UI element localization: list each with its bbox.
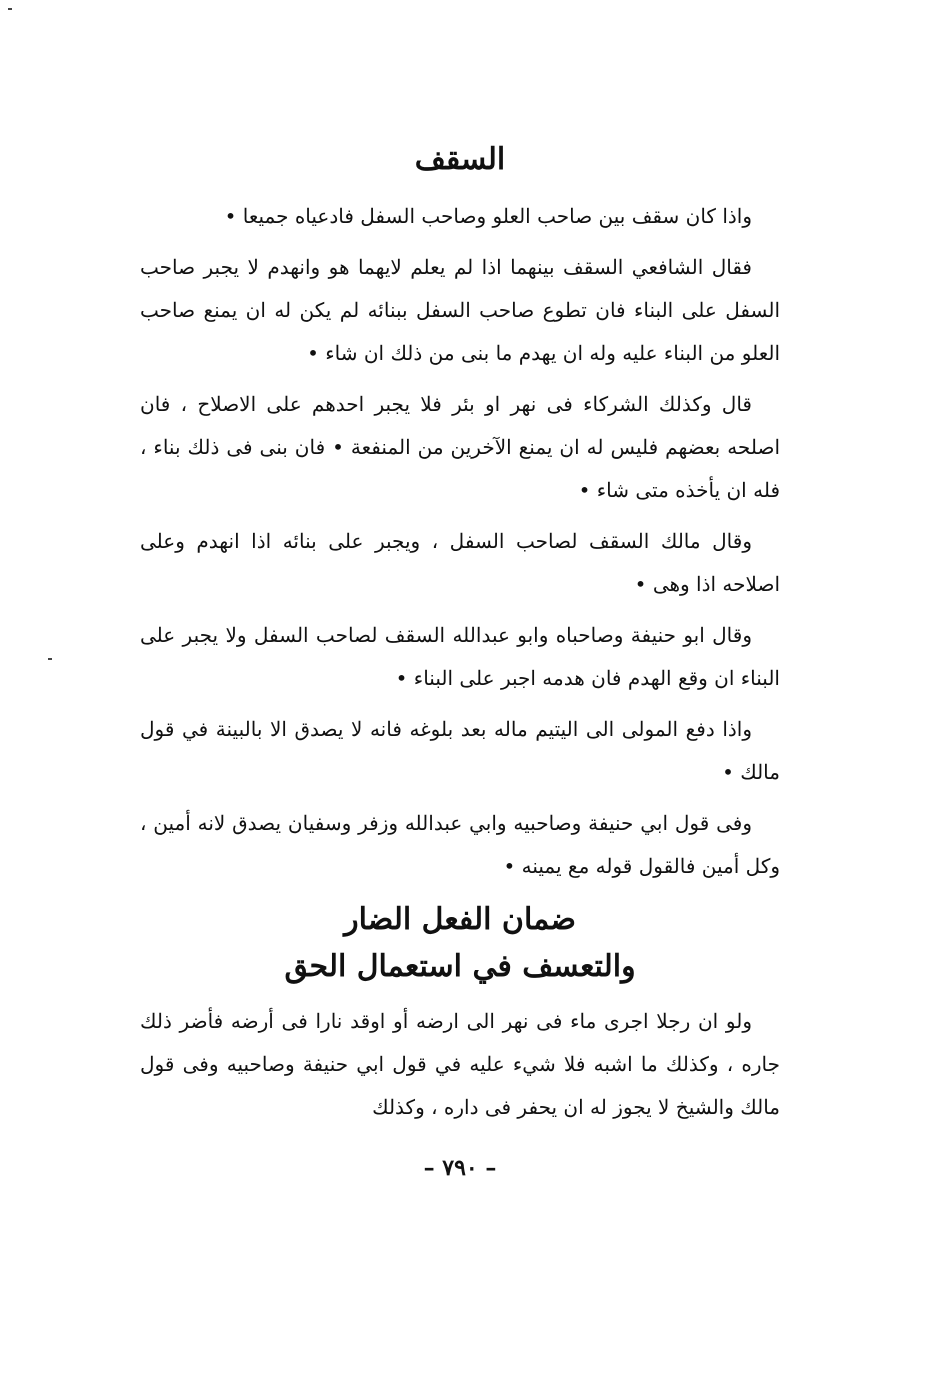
paragraph [140, 383, 780, 512]
paragraph [140, 614, 780, 700]
section-title: ضمان الفعل الضار [344, 902, 576, 937]
paragraph [140, 520, 780, 606]
paragraph-text: وقال ابو حنيفة وصاحباه وابو عبدالله السقف لصاحب السفل ولا يجبر على البناء ان وقع الهدم فان هدمه اجبر على البناء • [140, 623, 780, 690]
paragraph [140, 246, 780, 375]
paragraph-text: واذا كان سقف بين صاحب العلو وصاحب السفل فادعياه جميعا • [224, 204, 752, 228]
scan-speck [48, 658, 52, 660]
paragraph [140, 195, 780, 238]
page-number: – ٧٩٠ – [423, 1155, 497, 1181]
paragraph [140, 802, 780, 888]
section-subtitle: والتعسف في استعمال الحق [284, 949, 636, 984]
paragraph-text: واذا دفع المولى الى اليتيم ماله بعد بلوغه فانه لا يصدق الا بالبينة في قول مالك • [140, 717, 780, 784]
paragraph-text: ولو ان رجلا اجرى ماء فى نهر الى ارضه أو اوقد نارا فى أرضه فأضر ذلك جاره ، وكذلك ما اشبه فلا شيء عليه في قول ابي حنيفة وصاحبيه وفى قول مالك والشيخ لا يجوز له ان يحفر فى داره ، وكذلك [140, 1009, 780, 1119]
page-title: السقف [414, 142, 506, 177]
paragraph-text: قال وكذلك الشركاء فى نهر او بئر فلا يجبر احدهم على الاصلاح ، فان اصلحه بعضهم فليس له ان يمنع الآخرين من المنفعة • فان بنى فى ذلك بناء ، فله ان يأخذه متى شاء • [140, 392, 780, 502]
scan-speck [8, 8, 12, 10]
paragraph [140, 708, 780, 794]
book-page [140, 140, 780, 1181]
paragraph-text: وقال مالك السقف لصاحب السفل ، ويجبر على بنائه اذا انهدم وعلى اصلاحه اذا وهى • [140, 529, 780, 596]
paragraph-text: وفى قول ابي حنيفة وصاحبيه وابي عبدالله وزفر وسفيان يصدق لانه أمين ، وكل أمين فالقول قوله مع يمينه • [140, 811, 780, 878]
paragraph [140, 1000, 780, 1129]
paragraph-text: فقال الشافعي السقف بينهما اذا لم يعلم لايهما هو وانهدم لا يجبر صاحب السفل على البناء فان تطوع صاحب السفل ببنائه لم يكن له ان يمنع صاحب العلو من البناء عليه وله ان يهدم ما بنى من ذلك ان شاء • [140, 255, 780, 365]
